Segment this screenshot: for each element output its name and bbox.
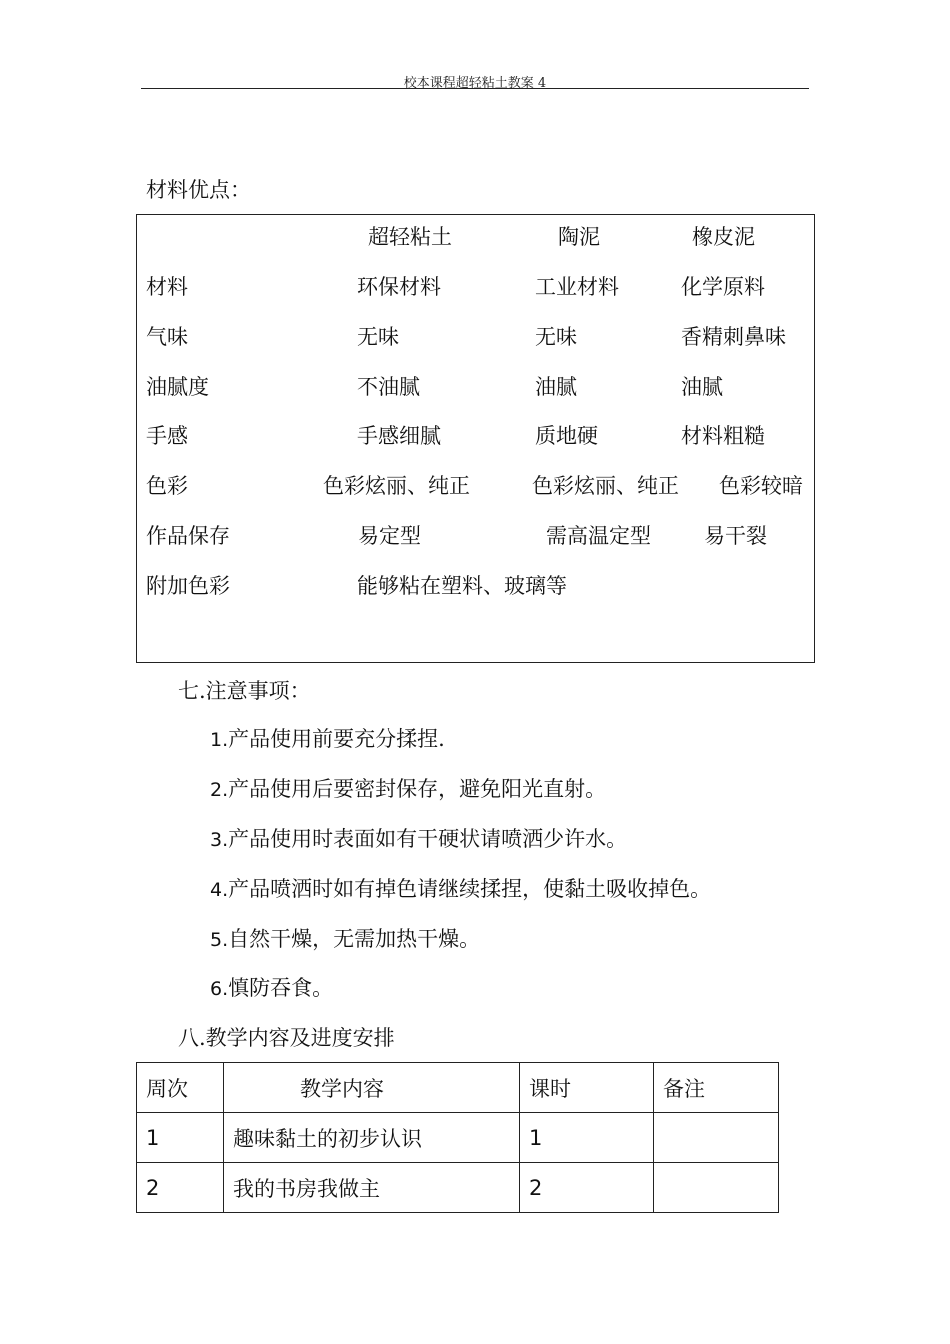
section-label: 材料优点： bbox=[146, 178, 251, 202]
row-value: 化学原料 bbox=[681, 275, 765, 299]
table-header-cell: 课时 bbox=[520, 1063, 654, 1113]
note-text: 产品使用时表面如有干硬状请喷洒少许水。 bbox=[228, 827, 628, 851]
table-cell bbox=[654, 1113, 779, 1163]
row-value: 质地硬 bbox=[535, 424, 598, 448]
row-value: 色彩较暗 bbox=[719, 474, 803, 498]
row-value: 无味 bbox=[535, 325, 577, 349]
table-row bbox=[137, 1163, 779, 1213]
note-item bbox=[210, 923, 480, 953]
schedule-title: 八.教学内容及进度安排 bbox=[178, 1026, 395, 1050]
note-number: 3. bbox=[210, 829, 229, 851]
note-text: 产品喷洒时如有掉色请继续揉捏，使黏土吸收掉色。 bbox=[228, 877, 712, 901]
header-divider bbox=[141, 88, 809, 89]
row-value: 油腻 bbox=[681, 375, 723, 399]
row-value: 无味 bbox=[357, 325, 399, 349]
row-attribute: 作品保存 bbox=[146, 524, 230, 548]
row-value: 材料粗糙 bbox=[681, 424, 765, 448]
notes-title: 七.注意事项： bbox=[178, 679, 311, 703]
row-value: 易定型 bbox=[358, 524, 421, 548]
note-item bbox=[210, 823, 627, 853]
row-value: 工业材料 bbox=[535, 275, 619, 299]
row-value: 环保材料 bbox=[357, 275, 441, 299]
column-header: 陶泥 bbox=[558, 225, 600, 249]
column-header: 橡皮泥 bbox=[692, 225, 755, 249]
table-cell: 1 bbox=[520, 1113, 654, 1163]
note-item bbox=[210, 873, 711, 903]
table-header-cell: 备注 bbox=[654, 1063, 779, 1113]
note-text: 产品使用后要密封保存，避免阳光直射。 bbox=[228, 777, 607, 801]
table-cell: 2 bbox=[137, 1163, 224, 1213]
row-value: 色彩炫丽、纯正 bbox=[532, 474, 679, 498]
table-cell: 趣味黏土的初步认识 bbox=[224, 1113, 520, 1163]
note-item bbox=[210, 723, 445, 753]
table-cell: 我的书房我做主 bbox=[224, 1163, 520, 1213]
table-cell: 2 bbox=[520, 1163, 654, 1213]
table-header-cell: 教学内容 bbox=[224, 1063, 520, 1113]
row-value: 油腻 bbox=[535, 375, 577, 399]
row-attribute: 手感 bbox=[146, 424, 188, 448]
row-value: 不油腻 bbox=[357, 375, 420, 399]
note-text: 慎防吞食。 bbox=[228, 976, 334, 1000]
comparison-table bbox=[136, 214, 815, 663]
table-cell: 1 bbox=[137, 1113, 224, 1163]
note-item bbox=[210, 972, 333, 1002]
row-value: 能够粘在塑料、玻璃等 bbox=[357, 574, 567, 598]
row-value: 香精刺鼻味 bbox=[681, 325, 786, 349]
note-item bbox=[210, 773, 606, 803]
column-header: 超轻粘土 bbox=[368, 225, 452, 249]
note-number: 5. bbox=[210, 929, 229, 951]
table-header-row bbox=[137, 1063, 779, 1113]
row-attribute: 附加色彩 bbox=[146, 574, 230, 598]
row-attribute: 材料 bbox=[146, 275, 188, 299]
note-text: 产品使用前要充分揉捏. bbox=[228, 727, 445, 751]
note-text: 自然干燥，无需加热干燥。 bbox=[228, 927, 481, 951]
page-header-title: 校本课程超轻粘土教案 4 bbox=[403, 76, 547, 91]
note-number: 4. bbox=[210, 879, 229, 901]
row-attribute: 油腻度 bbox=[146, 375, 209, 399]
row-value: 手感细腻 bbox=[357, 424, 441, 448]
row-value: 色彩炫丽、纯正 bbox=[323, 474, 470, 498]
note-number: 1. bbox=[210, 729, 229, 751]
row-value: 易干裂 bbox=[704, 524, 767, 548]
row-attribute: 气味 bbox=[146, 325, 188, 349]
table-header-cell: 周次 bbox=[137, 1063, 224, 1113]
row-value: 需高温定型 bbox=[546, 524, 651, 548]
row-attribute: 色彩 bbox=[146, 474, 188, 498]
schedule-table bbox=[136, 1062, 779, 1213]
table-cell bbox=[654, 1163, 779, 1213]
note-number: 2. bbox=[210, 779, 229, 801]
note-number: 6. bbox=[210, 978, 229, 1000]
table-row bbox=[137, 1113, 779, 1163]
